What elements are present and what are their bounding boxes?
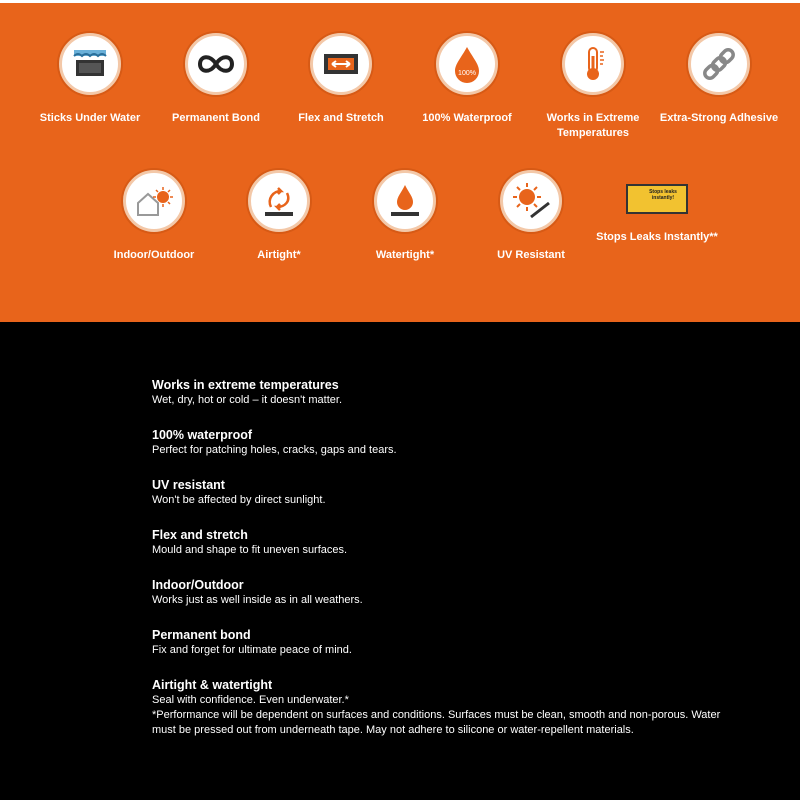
stops-leaks-badge-icon [626,184,688,214]
detail-title: Works in extreme temperatures [152,378,339,392]
water-drop-100-icon [436,33,498,95]
thermometer-icon [562,33,624,95]
detail-desc: Won't be affected by direct sunlight. [152,494,326,506]
detail-title: Flex and stretch [152,528,248,542]
feature-label: 100% Waterproof [422,112,512,124]
detail-item [152,678,722,738]
airflow-icon [248,170,310,232]
footnote: *Performance will be dependent on surfaces and conditions. Surfaces must be clean, smooth and non-porous. Water must be pressed out from underneath tape. May not adhere to silicone or water-repellent materials. [152,709,721,736]
features-banner [0,0,800,322]
drop-on-tape-icon [374,170,436,232]
feature-label: Watertight* [375,249,435,261]
detail-desc: Seal with confidence. Even underwater.* [152,694,349,706]
feature-label: Permanent Bond [171,112,260,124]
feature-stops-leaks [582,170,732,245]
detail-desc: Wet, dry, hot or cold – it doesn't matter. [152,394,343,406]
detail-item [152,628,722,658]
detail-item [152,578,722,608]
detail-desc: Fix and forget for ultimate peace of mind. [152,644,352,656]
feature-label: Extra-Strong Adhesive [659,112,779,124]
details-section [0,322,800,800]
detail-title: Permanent bond [152,628,251,642]
detail-title: Airtight & watertight [152,678,273,692]
infinity-icon [185,33,247,95]
water-surface-icon [59,33,121,95]
detail-desc: Mould and shape to fit uneven surfaces. [152,544,348,556]
detail-desc: Perfect for patching holes, cracks, gaps and tears. [152,444,397,456]
feature-label: Indoor/Outdoor [113,249,195,261]
house-sun-icon [123,170,185,232]
feature-label: Works in Extreme Temperatures [546,112,640,139]
feature-label: Airtight* [257,249,301,261]
detail-title: Indoor/Outdoor [152,578,244,592]
detail-title: UV resistant [152,478,225,492]
feature-extra-strong-adhesive [644,33,794,126]
detail-desc: Works just as well inside as in all weathers. [152,594,363,606]
drop-text: 100% [458,70,476,77]
detail-title: 100% waterproof [152,428,253,442]
feature-label: Stops Leaks Instantly** [596,231,718,243]
sun-icon [500,170,562,232]
detail-item [152,528,722,558]
feature-label: UV Resistant [497,249,565,261]
feature-label: Sticks Under Water [39,112,141,124]
detail-item [152,478,722,508]
detail-item [152,428,722,458]
detail-item [152,378,722,408]
top-border [0,0,800,3]
chain-icon [688,33,750,95]
badge-text: Stops leaks instantly! [649,189,677,201]
details-list [152,378,722,738]
stretch-arrows-icon [310,33,372,95]
feature-label: Flex and Stretch [298,112,384,124]
